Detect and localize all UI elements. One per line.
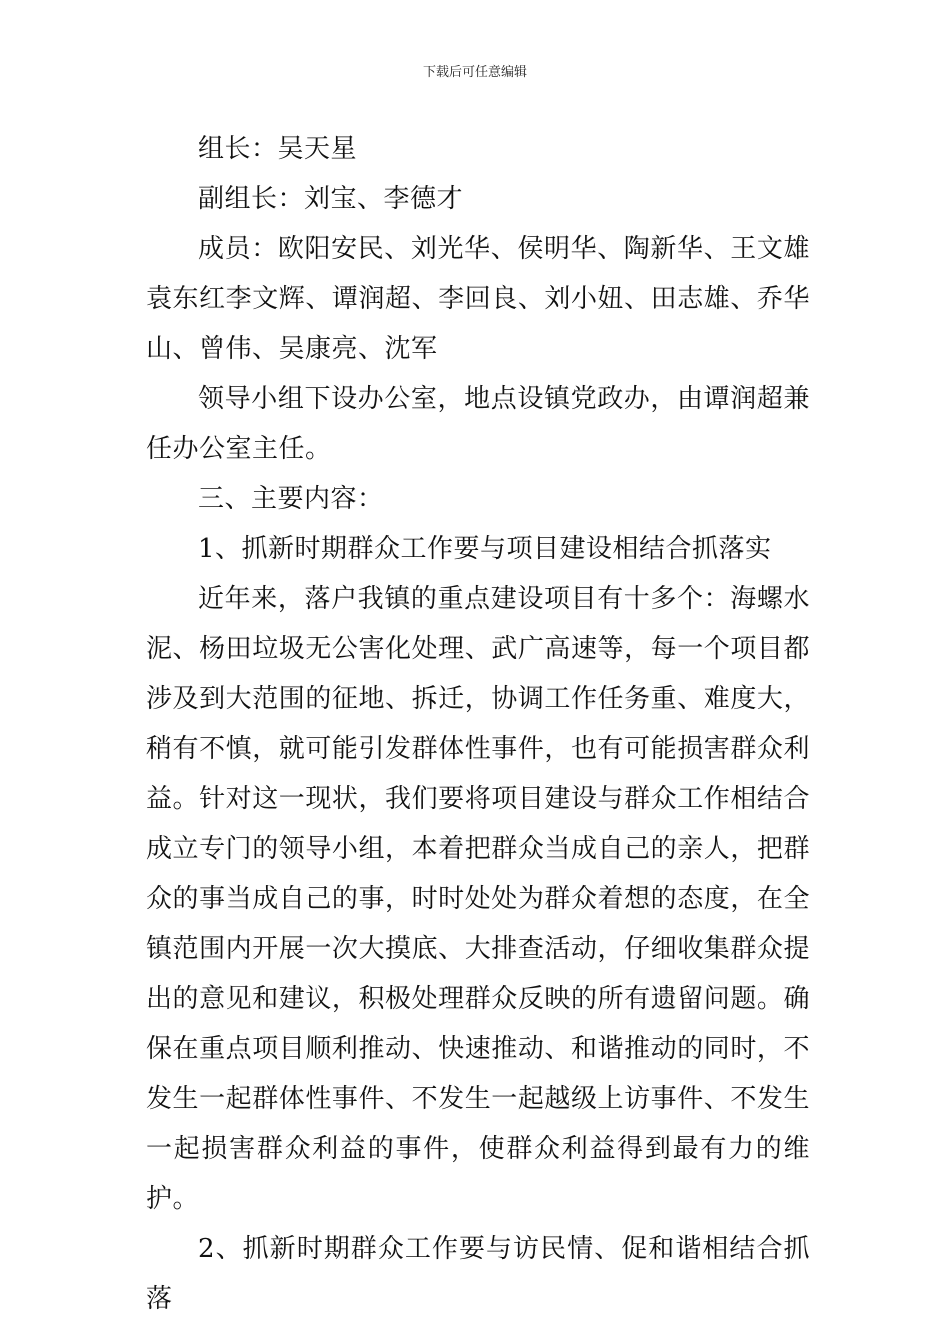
deputy-leader-line: 副组长：刘宝、李德才 <box>198 184 464 214</box>
item-1-body-paragraph: 近年来，落户我镇的重点建设项目有十多个：海螺水泥、杨田垃圾无公害化处理、武广高速等，每一个项目都涉及到大范围的征地、拆迁，协调工作任务重、难度大，稍有不慎，就可能引发群体性事件，也有可能损害群众利益。针对这一现状，我们要将项目建设与群众工作相结合成立专门的领导小组，本着把群众当成自己的亲人，把群众的事当成自己的事，时时处处为群众着想的态度，在全镇范围内开展一次大摸底、大排查活动，仔细收集群众提出的意见和建议，积极处理群众反映的所有遗留问题。确保在重点项目顺利推动、快速推动、和谐推动的同时，不发生一起群体性事件、不发生一起越级上访事件、不发生一起损害群众利益的事件，使群众利益得到最有力的维护。 <box>146 584 810 1214</box>
section-heading-main-content: 三、主要内容： <box>198 484 384 514</box>
item-2-heading: 2、抓新时期群众工作要与访民情、促和谐相结合抓落 <box>146 1234 810 1314</box>
office-paragraph: 领导小组下设办公室，地点设镇党政办，由谭润超兼任办公室主任。 <box>146 384 810 464</box>
document-body <box>146 124 810 1324</box>
team-leader-line: 组长：吴天星 <box>198 134 358 164</box>
members-paragraph: 成员：欧阳安民、刘光华、侯明华、陶新华、王文雄袁东红李文辉、谭润超、李回良、刘小妞、田志雄、乔华山、曾伟、吴康亮、沈军 <box>146 234 810 364</box>
page-header-note: 下载后可任意编辑 <box>422 65 527 80</box>
item-1-heading: 1、抓新时期群众工作要与项目建设相结合抓落实 <box>198 534 772 564</box>
